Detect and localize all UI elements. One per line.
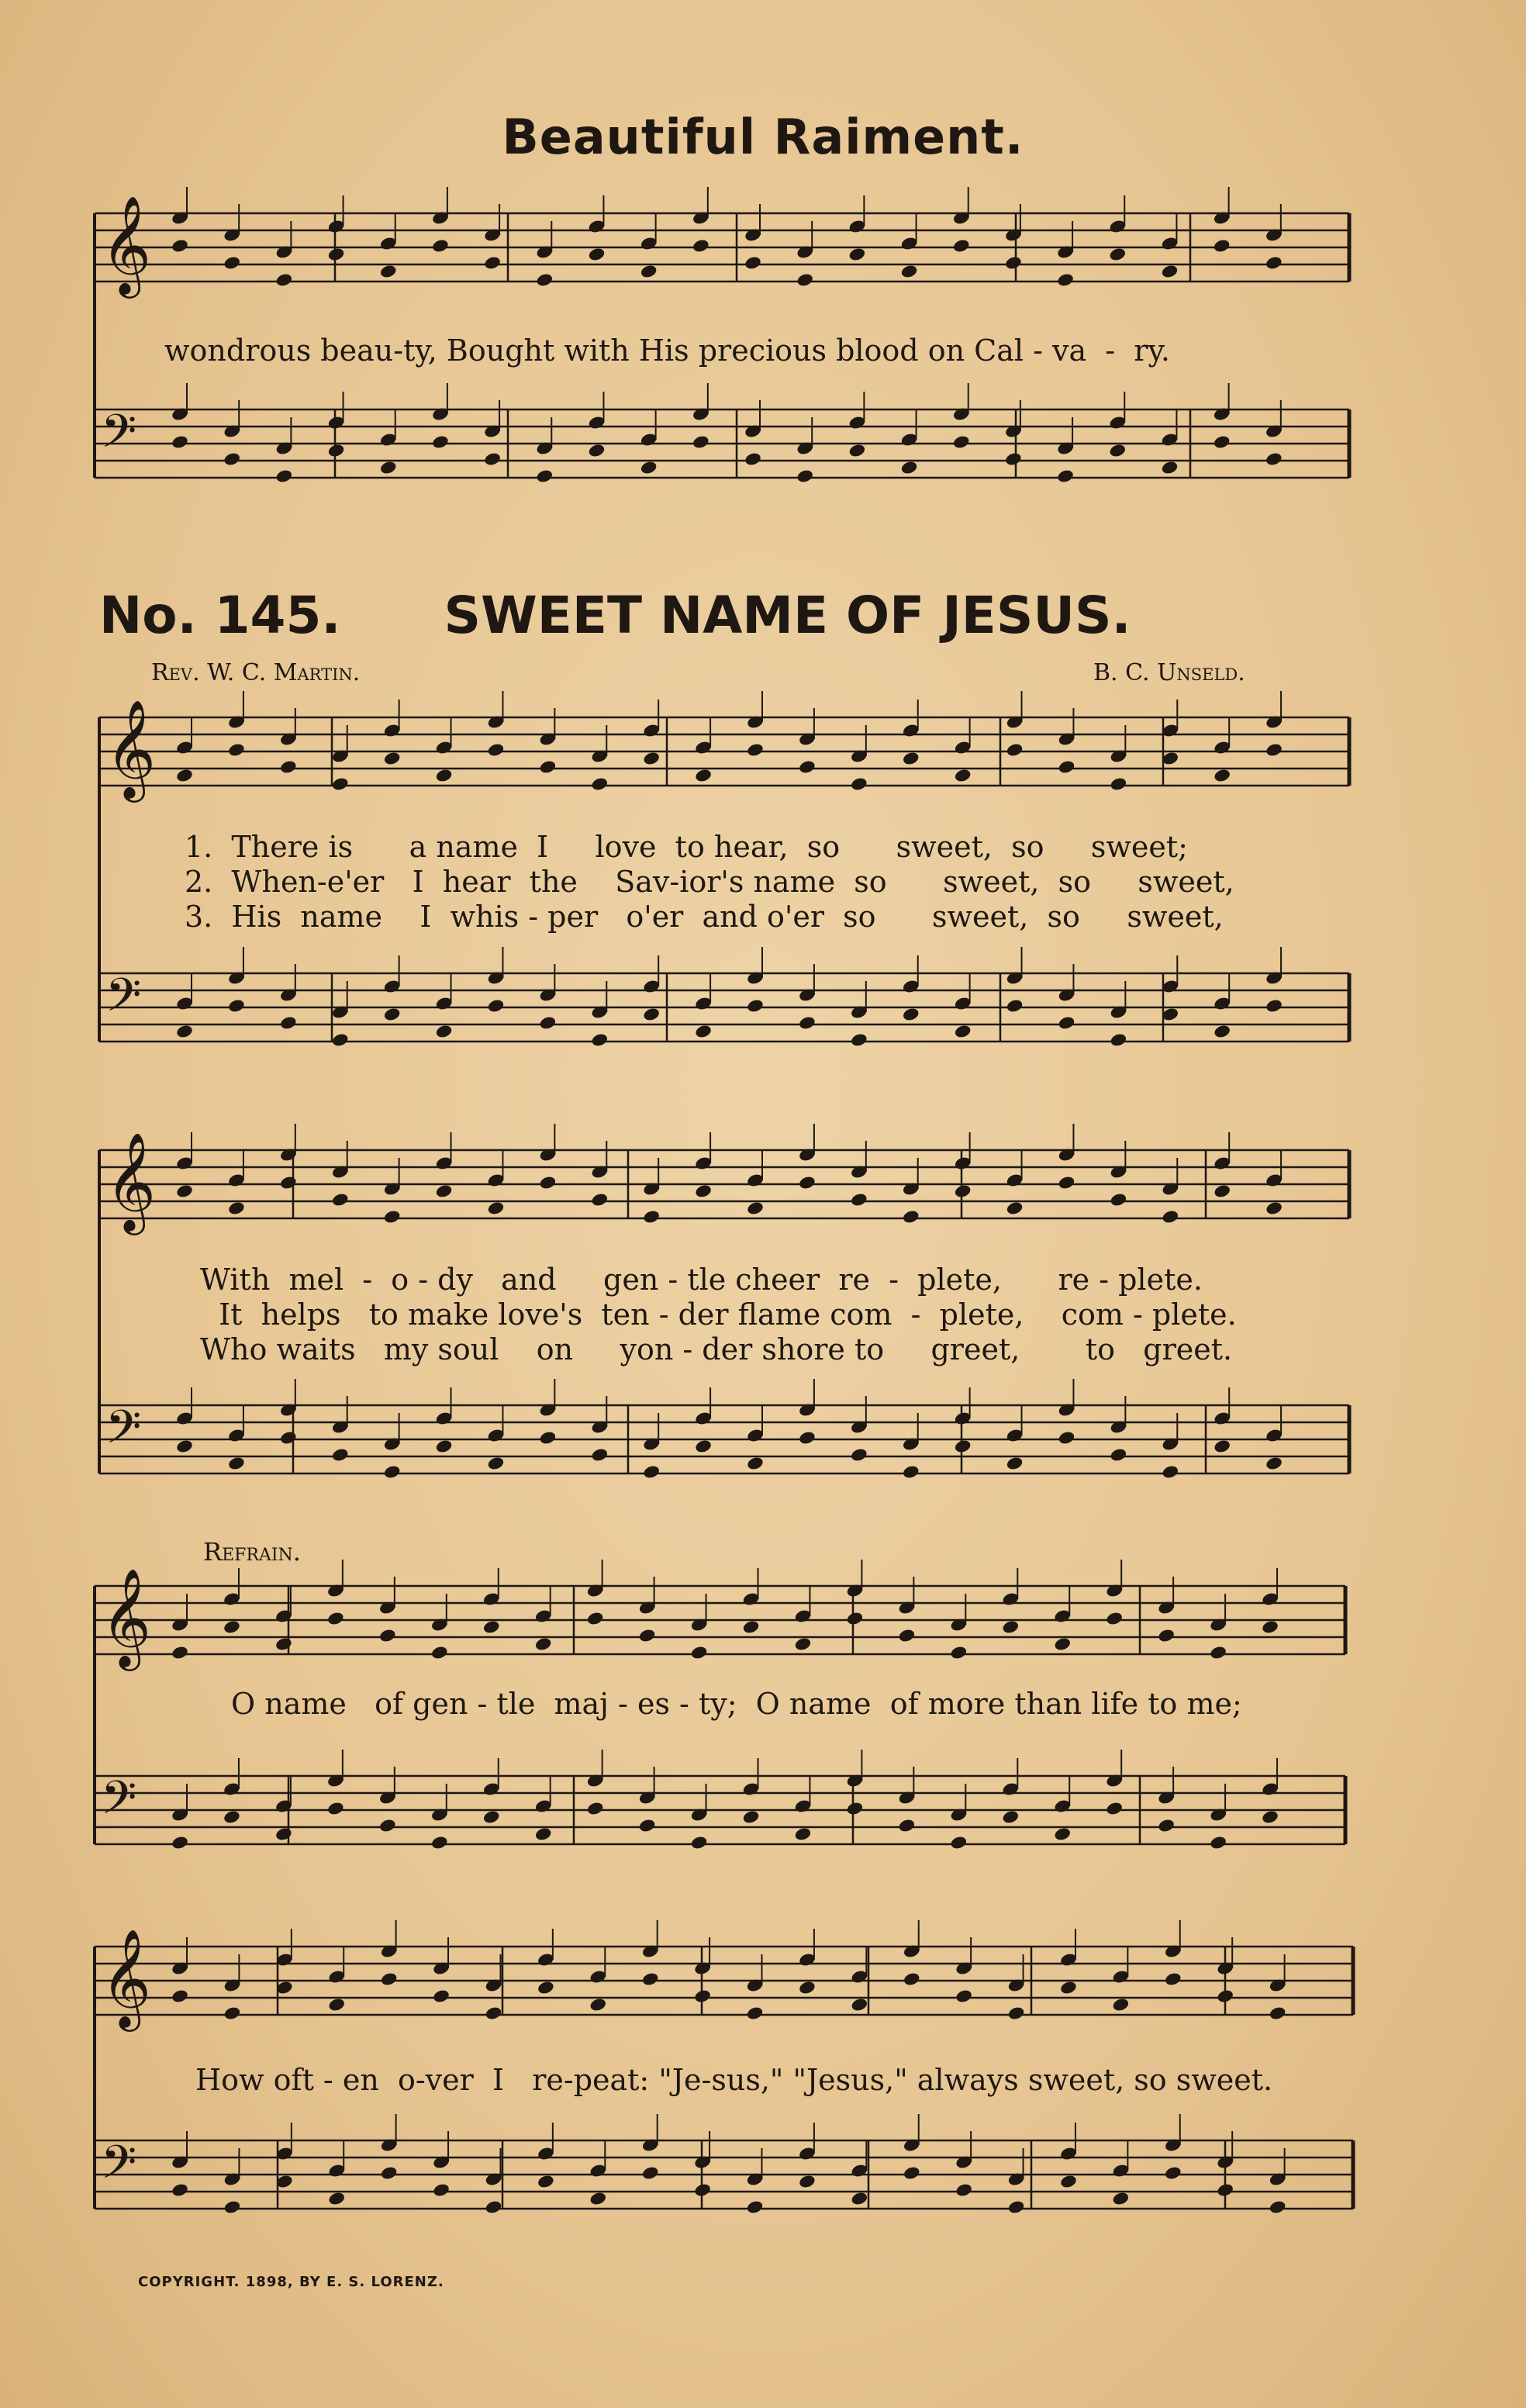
note-head: [954, 768, 972, 783]
note-head: [1059, 1980, 1078, 1995]
note-head: [692, 434, 710, 450]
note-head: [746, 1201, 765, 1216]
note-head: [798, 1430, 817, 1446]
hymn-heading: [99, 586, 1131, 645]
note-head: [590, 776, 609, 792]
note-head: [690, 1835, 709, 1850]
note-head: [850, 1032, 868, 1048]
note-head: [275, 272, 294, 288]
note-head: [1261, 1619, 1279, 1635]
note-head: [694, 1183, 713, 1199]
note-head: [537, 1980, 555, 1995]
hymn-number: No. 145.: [99, 586, 341, 645]
bass-clef: 𝄢: [101, 1771, 137, 1836]
note-head: [900, 460, 919, 475]
note-head: [1157, 1818, 1176, 1833]
bass-clef: 𝄢: [101, 2135, 137, 2200]
note-head: [850, 1447, 868, 1463]
note-head: [327, 247, 346, 262]
note-head: [1265, 255, 1283, 271]
note-head: [487, 1456, 506, 1471]
bass-clef: 𝄢: [105, 968, 142, 1033]
note-head: [744, 451, 762, 467]
note-head: [223, 255, 241, 271]
note-head: [326, 1611, 345, 1626]
note-head: [435, 768, 454, 783]
note-head: [227, 742, 246, 758]
note-head: [537, 2174, 555, 2189]
note-head: [742, 1809, 761, 1825]
verse-2-line-1: 2. When-e'er I hear the Sav-ior's name so sweet, so sweet,: [185, 865, 1234, 899]
note-head: [1053, 1636, 1072, 1652]
note-head: [1157, 1628, 1176, 1643]
note-head: [952, 238, 971, 254]
note-head: [487, 1201, 506, 1216]
note-head: [326, 1801, 345, 1816]
note-head: [794, 1636, 813, 1652]
note-head: [1112, 2191, 1131, 2206]
note-head: [1261, 1809, 1279, 1825]
note-head: [798, 759, 817, 775]
note-head: [694, 1439, 713, 1454]
note-head: [588, 443, 606, 458]
note-head: [1209, 1645, 1227, 1660]
note-head: [1216, 2182, 1234, 2198]
note-head: [1209, 1835, 1227, 1850]
note-head: [902, 1007, 920, 1022]
note-head: [638, 1628, 657, 1643]
note-head: [848, 443, 867, 458]
note-head: [586, 1801, 605, 1816]
note-head: [175, 1439, 194, 1454]
note-head: [1108, 443, 1127, 458]
note-head: [379, 460, 398, 475]
note-head: [431, 238, 450, 254]
note-head: [171, 238, 189, 254]
note-head: [642, 1464, 661, 1480]
note-head: [1213, 1024, 1231, 1039]
note-head: [1265, 451, 1283, 467]
note-head: [1007, 2006, 1026, 2021]
note-head: [535, 468, 554, 484]
treble-clef: 𝄞: [105, 1131, 157, 1231]
note-head: [383, 751, 402, 766]
note-head: [1110, 1032, 1128, 1048]
note-head: [383, 1464, 402, 1480]
note-head: [1265, 998, 1283, 1014]
note-head: [534, 1826, 553, 1842]
note-head: [1058, 1175, 1076, 1190]
note-head: [487, 998, 506, 1014]
note-head: [430, 1835, 449, 1850]
note-head: [1265, 1201, 1283, 1216]
note-head: [589, 2191, 607, 2206]
note-head: [483, 451, 502, 467]
note-head: [588, 247, 606, 262]
note-head: [746, 742, 765, 758]
note-head: [955, 1988, 973, 2004]
note-head: [223, 2006, 242, 2021]
note-head: [746, 1456, 765, 1471]
note-head: [1161, 264, 1179, 279]
note-head: [900, 264, 919, 279]
note-head: [223, 1619, 241, 1635]
note-head: [482, 1809, 501, 1825]
note-head: [227, 1201, 246, 1216]
note-head: [432, 1988, 451, 2004]
note-head: [794, 1826, 813, 1842]
note-head: [590, 1447, 609, 1463]
note-head: [640, 264, 658, 279]
note-head: [642, 1209, 661, 1225]
note-head: [851, 1997, 869, 2012]
note-head: [1213, 434, 1231, 450]
note-head: [1265, 742, 1283, 758]
refrain-line-2: How oft - en o-ver I re-peat: "Je-sus," "Jesus," always sweet, so sweet.: [195, 2063, 1273, 2097]
note-head: [1213, 1183, 1231, 1199]
hymn-title: SWEET NAME OF JESUS.: [444, 586, 1131, 645]
note-head: [692, 238, 710, 254]
refrain-line-1: O name of gen - tle maj - es - ty; O name of more than life to me;: [231, 1687, 1242, 1721]
note-head: [642, 1007, 661, 1022]
note-head: [746, 2006, 765, 2021]
note-head: [327, 2191, 346, 2206]
note-head: [1265, 1456, 1283, 1471]
note-head: [383, 1007, 402, 1022]
note-head: [175, 1024, 194, 1039]
note-head: [485, 2006, 503, 2021]
note-head: [694, 1024, 713, 1039]
note-head: [171, 1988, 189, 2004]
note-head: [1216, 1988, 1234, 2004]
note-head: [279, 759, 298, 775]
note-head: [586, 1611, 605, 1626]
note-head: [590, 1032, 609, 1048]
note-head: [1110, 1447, 1128, 1463]
note-head: [952, 434, 971, 450]
note-head: [1006, 998, 1024, 1014]
note-head: [435, 1183, 454, 1199]
note-head: [383, 1209, 402, 1225]
note-head: [1059, 2174, 1078, 2189]
note-head: [851, 2191, 869, 2206]
verse-1-line-2: With mel - o - dy and gen - tle cheer re - plete, re - plete.: [200, 1263, 1203, 1297]
note-head: [642, 751, 661, 766]
note-head: [171, 1835, 189, 1850]
note-head: [690, 1645, 709, 1660]
note-head: [223, 2199, 242, 2215]
note-head: [379, 264, 398, 279]
top-hymn-title: Beautiful Raiment.: [502, 109, 1024, 165]
note-head: [223, 451, 241, 467]
note-head: [1004, 255, 1023, 271]
top-hymn-lyric: wondrous beau-ty, Bought with His precious blood on Cal - va - ry.: [164, 333, 1170, 368]
note-head: [902, 751, 920, 766]
note-head: [171, 2182, 189, 2198]
note-head: [589, 1997, 607, 2012]
note-head: [274, 1826, 293, 1842]
note-head: [641, 1971, 660, 1987]
note-head: [902, 1464, 920, 1480]
treble-clef: 𝄞: [105, 699, 157, 798]
note-head: [1006, 1456, 1024, 1471]
note-head: [1001, 1809, 1020, 1825]
author-credit: Rev. W. C. Martin.: [151, 659, 361, 686]
note-head: [1213, 238, 1231, 254]
note-head: [1004, 451, 1023, 467]
verse-2-line-2: It helps to make love's ten - der flame com - plete, com - plete.: [200, 1297, 1237, 1332]
copyright-notice: COPYRIGHT. 1898, BY E. S. LORENZ.: [138, 2274, 444, 2290]
note-head: [1110, 776, 1128, 792]
note-head: [535, 272, 554, 288]
note-head: [590, 1192, 609, 1207]
note-head: [746, 2199, 765, 2215]
note-head: [378, 1818, 397, 1833]
note-head: [435, 1024, 454, 1039]
note-head: [903, 1971, 921, 1987]
note-head: [331, 1447, 350, 1463]
note-head: [539, 1430, 558, 1446]
bass-clef: 𝄢: [105, 1400, 142, 1465]
note-head: [431, 434, 450, 450]
note-head: [279, 1175, 298, 1190]
note-head: [380, 2165, 399, 2181]
note-head: [1006, 1201, 1024, 1216]
note-head: [848, 247, 867, 262]
composer-credit: B. C. Unseld.: [1093, 659, 1245, 686]
note-head: [1161, 460, 1179, 475]
note-head: [846, 1801, 865, 1816]
note-head: [432, 2182, 451, 2198]
note-head: [1056, 468, 1075, 484]
note-head: [378, 1628, 397, 1643]
note-head: [1112, 1997, 1131, 2012]
verse-3-line-1: 3. His name I whis - per o'er and o'er so sweet, so sweet,: [185, 900, 1224, 934]
note-head: [798, 1980, 817, 1995]
note-head: [175, 768, 194, 783]
note-head: [482, 1619, 501, 1635]
note-head: [1161, 1464, 1179, 1480]
note-head: [534, 1636, 553, 1652]
note-head: [1105, 1801, 1124, 1816]
note-head: [950, 1835, 968, 1850]
note-head: [902, 1209, 920, 1225]
note-head: [694, 768, 713, 783]
note-head: [898, 1818, 917, 1833]
note-head: [898, 1628, 917, 1643]
note-head: [487, 742, 506, 758]
verse-3-line-2: Who waits my soul on yon - der shore to greet, to greet.: [200, 1332, 1233, 1366]
note-head: [1056, 272, 1075, 288]
note-head: [331, 1192, 350, 1207]
note-head: [539, 1015, 558, 1031]
note-head: [171, 1645, 189, 1660]
refrain-label: Refrain.: [203, 1537, 301, 1567]
note-head: [798, 2174, 817, 2189]
note-head: [950, 1645, 968, 1660]
note-head: [227, 1456, 246, 1471]
treble-clef: 𝄞: [101, 1928, 152, 2027]
note-head: [1058, 1430, 1076, 1446]
note-head: [1108, 247, 1127, 262]
note-head: [846, 1611, 865, 1626]
note-head: [693, 1988, 712, 2004]
note-head: [223, 1809, 241, 1825]
note-head: [275, 468, 294, 484]
note-head: [744, 255, 762, 271]
note-head: [954, 1024, 972, 1039]
note-head: [539, 759, 558, 775]
note-head: [331, 776, 350, 792]
note-head: [1161, 1209, 1179, 1225]
note-head: [1053, 1826, 1072, 1842]
note-head: [798, 1175, 817, 1190]
note-head: [175, 1183, 194, 1199]
note-head: [954, 1439, 972, 1454]
note-head: [1269, 2199, 1287, 2215]
note-head: [539, 1175, 558, 1190]
note-head: [483, 255, 502, 271]
note-head: [796, 468, 814, 484]
note-head: [279, 1430, 298, 1446]
treble-clef: 𝄞: [101, 1567, 152, 1667]
note-head: [742, 1619, 761, 1635]
note-head: [1164, 1971, 1182, 1987]
note-head: [640, 460, 658, 475]
note-head: [1007, 2199, 1026, 2215]
note-head: [796, 272, 814, 288]
note-head: [227, 998, 246, 1014]
note-head: [430, 1645, 449, 1660]
note-head: [485, 2199, 503, 2215]
note-head: [850, 1192, 868, 1207]
note-head: [638, 1818, 657, 1833]
note-head: [274, 1636, 293, 1652]
note-head: [1001, 1619, 1020, 1635]
note-head: [1213, 768, 1231, 783]
note-head: [955, 2182, 973, 2198]
note-head: [279, 1015, 298, 1031]
note-head: [1058, 1015, 1076, 1031]
note-head: [850, 776, 868, 792]
note-head: [954, 1183, 972, 1199]
note-head: [1058, 759, 1076, 775]
note-head: [746, 998, 765, 1014]
treble-clef: 𝄞: [101, 195, 152, 294]
note-head: [1269, 2006, 1287, 2021]
note-head: [641, 2165, 660, 2181]
note-head: [435, 1439, 454, 1454]
note-head: [1164, 2165, 1182, 2181]
note-head: [1006, 742, 1024, 758]
verse-1-line-1: 1. There is a name I love to hear, so sweet, so sweet;: [185, 830, 1188, 864]
note-head: [327, 443, 346, 458]
note-head: [171, 434, 189, 450]
note-head: [1213, 1439, 1231, 1454]
note-head: [1110, 1192, 1128, 1207]
note-head: [903, 2165, 921, 2181]
note-head: [693, 2182, 712, 2198]
note-head: [798, 1015, 817, 1031]
note-head: [327, 1997, 346, 2012]
note-head: [331, 1032, 350, 1048]
bass-clef: 𝄢: [101, 404, 137, 469]
note-head: [1105, 1611, 1124, 1626]
note-head: [380, 1971, 399, 1987]
